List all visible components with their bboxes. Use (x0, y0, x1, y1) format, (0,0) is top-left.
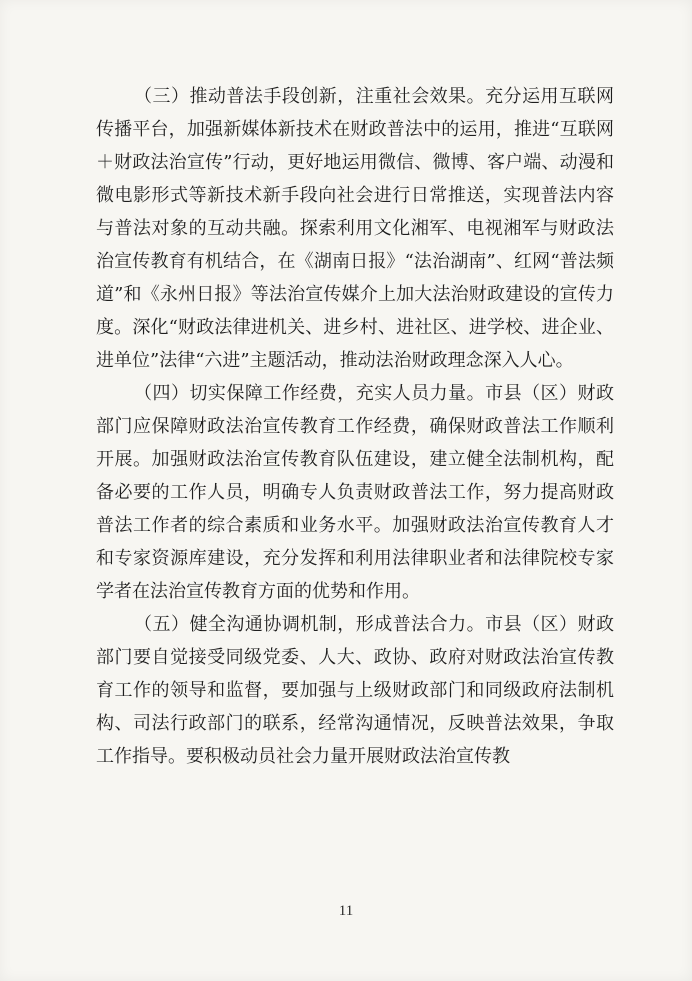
page-number: 11 (338, 903, 354, 919)
paragraph-section-4: （四）切实保障工作经费，充实人员力量。市县（区）财政部门应保障财政法治宣传教育工作经费，确保财政普法工作顺利开展。加强财政法治宣传教育队伍建设，建立健全法制机构，配备必要的工作人员，明确专人负责财政普法工作，努力提高财政普法工作者的综合素质和业务水平。加强财政法治宣传教育人才和专家资源库建设，充分发挥和利用法律职业者和法律院校专家学者在法治宣传教育方面的优势和作用。 (96, 383, 614, 602)
paragraph-section-3: （三）推动普法手段创新，注重社会效果。充分运用互联网传播平台，加强新媒体新技术在财政普法中的运用，推进“互联网＋财政法治宣传”行动，更好地运用微信、微博、客户端、动漫和微电影形式等新技术新手段向社会进行日常推送，实现普法内容与普法对象的互动共融。探索利用文化湘军、电视湘军与财政法治宣传教育有机结合，在《湖南日报》“法治湖南”、红网“普法频道”和《永州日报》等法治宣传媒介上加大法治财政建设的宣传力度。深化“财政法律进机关、进乡村、进社区、进学校、进企业、进单位”法律“六进”主题活动，推动法治财政理念深入人心。 (96, 86, 614, 371)
paragraph-section-5: （五）健全沟通协调机制，形成普法合力。市县（区）财政部门要自觉接受同级党委、人大、政协、政府对财政法治宣传教育工作的领导和监督，要加强与上级财政部门和同级政府法制机构、司法行政部门的联系，经常沟通情况，反映普法效果，争取工作指导。要积极动员社会力量开展财政法治宣传教 (96, 614, 614, 767)
document-body (96, 80, 614, 773)
